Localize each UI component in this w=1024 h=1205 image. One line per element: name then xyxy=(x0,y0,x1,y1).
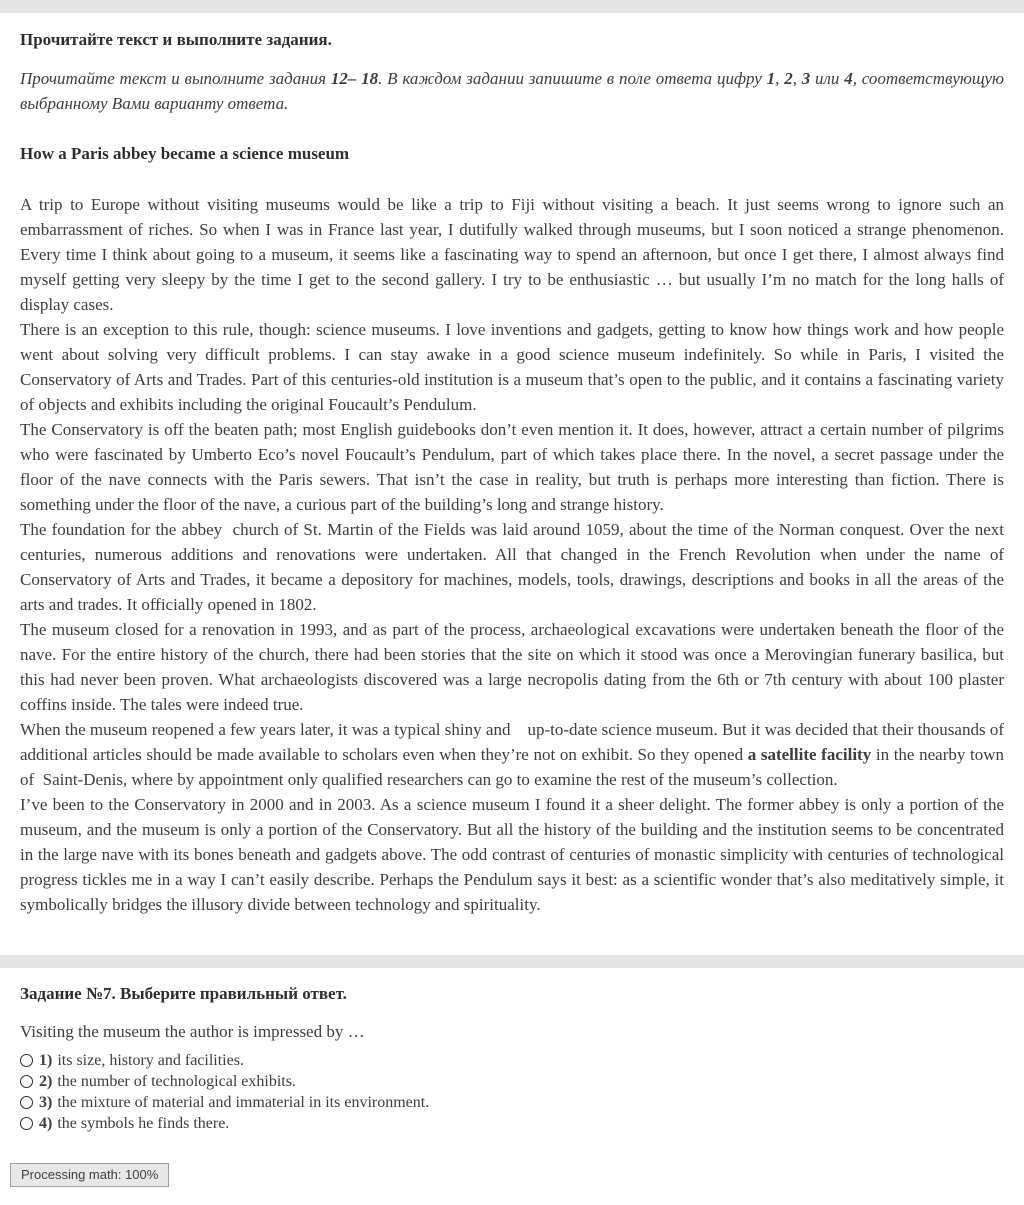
section-divider-bar xyxy=(0,955,1024,968)
option-text: its size, history and facilities. xyxy=(57,1051,244,1069)
radio-button-icon[interactable] xyxy=(20,1054,33,1067)
reading-passage xyxy=(20,192,1004,917)
option-number: 4) xyxy=(39,1114,53,1132)
answer-option-3[interactable] xyxy=(20,1092,1004,1113)
answer-option-2[interactable] xyxy=(20,1071,1004,1092)
option-text: the symbols he finds there. xyxy=(57,1114,230,1132)
passage-paragraph: I’ve been to the Conservatory in 2000 and in 2003. As a science museum I found it a sheer delight. The former abbey is only a portion of the museum, and the museum is only a portion of the Conservatory. But all the history of the building and the institution seems to be concentrated in the large nave with its bones beneath and gadgets above. The odd contrast of centuries of monastic simplicity with centuries of technological progress tickles me in a way I can’t easily describe. Perhaps the Pendulum says it best: as a scientific wonder that’s also meditatively simple, it symbolically bridges the illusory divide between technology and spirituality. xyxy=(20,795,1004,914)
radio-button-icon[interactable] xyxy=(20,1117,33,1130)
instruction-heading: Прочитайте текст и выполните задания. xyxy=(20,30,332,49)
radio-button-icon[interactable] xyxy=(20,1096,33,1109)
passage-title: How a Paris abbey became a science museum xyxy=(20,144,350,163)
passage-paragraph: A trip to Europe without visiting museums would be like a trip to Fiji without visiting a beach. It just seems wrong to ignore such an embarrassment of riches. So when I was in France last year, I dutifully walked through museums, but I soon noticed a strange phenomenon. Every time I think about going to a museum, it seems like a fascinating way to spend an afternoon, but once I get there, I almost always find myself getting very sleepy by the time I get to the second gallery. I try to be enthusiastic … but usually I’m no match for the long halls of display cases. xyxy=(20,195,1004,314)
answer-options xyxy=(20,1050,1004,1134)
passage-paragraph: When the museum reopened a few years later, it was a typical shiny and up-to-date science museum. But it was decided that their thousands of additional articles should be made available to scholars even when they’re not on exhibit. So they opened a satellite facility in the nearby town of Saint-Denis, where by appointment only qualified researchers can go to examine the rest of the museum’s collection. xyxy=(20,720,1004,789)
task-section xyxy=(0,984,1024,1134)
passage-paragraph: The museum closed for a renovation in 1993, and as part of the process, archaeological excavations were undertaken beneath the floor of the nave. For the entire history of the church, there had been stories that the site on which it stood was once a Merovingian funerary basilica, but this had never been proven. What archaeologists discovered was a large necropolis dating from the 6th or 7th century with about 100 plaster coffins inside. The tales were indeed true. xyxy=(20,620,1004,714)
instruction-note: Прочитайте текст и выполните задания 12– 18. В каждом задании запишите в поле ответа цифру 1, 2, 3 или 4, соответствующую выбранному Вами варианту ответа. xyxy=(20,69,1005,113)
radio-button-icon[interactable] xyxy=(20,1075,33,1088)
top-divider-bar xyxy=(0,0,1024,13)
option-text: the number of technological exhibits. xyxy=(57,1072,296,1090)
main-content xyxy=(0,30,1024,917)
answer-option-1[interactable] xyxy=(20,1050,1004,1071)
option-number: 1) xyxy=(39,1051,53,1069)
option-number: 3) xyxy=(39,1093,53,1111)
option-text: the mixture of material and immaterial in its environment. xyxy=(57,1093,430,1111)
passage-paragraph: The Conservatory is off the beaten path; most English guidebooks don’t even mention it. It does, however, attract a certain number of pilgrims who were fascinated by Umberto Eco’s novel Foucault’s Pendulum, part of which takes place there. In the novel, a secret passage under the floor of the nave connects with the Paris sewers. That isn’t the case in reality, but truth is perhaps more interesting than fiction. There is something under the floor of the nave, a curious part of the building’s long and strange history. xyxy=(20,420,1004,514)
passage-paragraph: There is an exception to this rule, though: science museums. I love inventions and gadgets, getting to know how things work and how people went about solving very difficult problems. I can stay awake in a good science museum indefinitely. So while in Paris, I visited the Conservatory of Arts and Trades. Part of this centuries-old institution is a museum that’s open to the public, and it contains a fascinating variety of objects and exhibits including the original Foucault’s Pendulum. xyxy=(20,320,1004,414)
option-number: 2) xyxy=(39,1072,53,1090)
answer-option-4[interactable] xyxy=(20,1113,1004,1134)
mathjax-status-message: Processing math: 100% xyxy=(10,1163,169,1187)
passage-paragraph: The foundation for the abbey church of St. Martin of the Fields was laid around 1059, about the time of the Norman conquest. Over the next centuries, numerous additions and renovations were undertaken. All that changed in the French Revolution when under the name of Conservatory of Arts and Trades, it became a depository for machines, models, tools, drawings, descriptions and books in all the areas of the arts and trades. It officially opened in 1802. xyxy=(20,520,1004,614)
task-heading: Задание №7. Выберите правильный ответ. xyxy=(20,984,347,1003)
question-text: Visiting the museum the author is impressed by … xyxy=(20,1022,365,1041)
